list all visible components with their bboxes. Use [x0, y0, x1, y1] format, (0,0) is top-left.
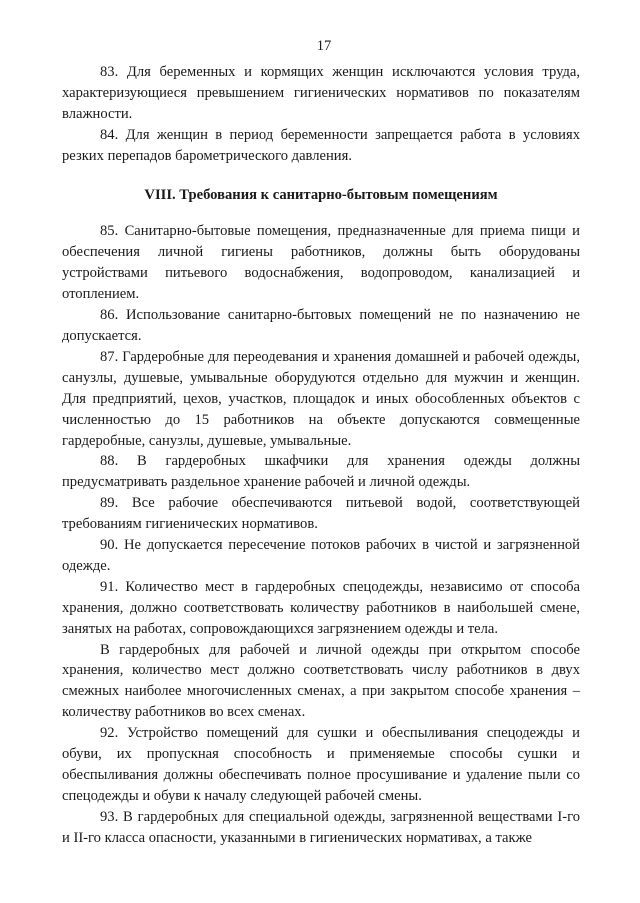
paragraph-91-continued: В гардеробных для рабочей и личной одежды при открытом способе хранения, количество мест должно соответствовать числу работников в двух смежных наиболее многочисленных сменах, а при закрытом способе хранения – количеству работников во всех сменах.	[62, 641, 580, 721]
paragraph-84: 84. Для женщин в период беременности запрещается работа в условиях резких перепадов барометрического давления.	[62, 126, 580, 164]
paragraph-85: 85. Санитарно-бытовые помещения, предназначенные для приема пищи и обеспечения личной гигиены работников, должны быть оборудованы устройствами питьевого водоснабжения, водопроводом, канализацией и отоплением.	[62, 223, 580, 303]
paragraph-90: 90. Не допускается пересечение потоков рабочих в чистой и загрязненной одежде.	[62, 537, 580, 574]
paragraph-86: 86. Использование санитарно-бытовых помещений не по назначению не допускается.	[62, 307, 580, 344]
paragraph-91: 91. Количество мест в гардеробных спецодежды, независимо от способа хранения, должно соответствовать количеству работников в наибольшей смене, занятых на работах, сопровождающихся загрязнением одежды и тела.	[62, 578, 580, 637]
section-heading: VIII. Требования к санитарно-бытовым помещениям	[144, 186, 498, 203]
paragraph-89: 89. Все рабочие обеспечиваются питьевой водой, соответствующей требованиям гигиенических нормативов.	[62, 495, 580, 533]
paragraph-83: 83. Для беременных и кормящих женщин исключаются условия труда, характеризующиеся превышением гигиенических нормативов по показателям влажности.	[62, 64, 580, 122]
paragraph-88: 88. В гардеробных шкафчики для хранения одежды должны предусматривать раздельное хранение рабочей и личной одежды.	[62, 453, 580, 491]
paragraph-92: 92. Устройство помещений для сушки и обеспыливания спецодежды и обуви, их пропускная способность и применяемые способы сушки и обеспыливания должны обеспечивать полное просушивание и удаление пыли со спецодежды и обуви к началу следующей рабочей смены.	[62, 725, 580, 804]
page-number: 17	[316, 38, 332, 54]
paragraph-93: 93. В гардеробных для специальной одежды, загрязненной веществами I-го и II-го класса опасности, указанными в гигиенических нормативах, а также	[62, 808, 580, 846]
paragraph-87: 87. Гардеробные для переодевания и хранения домашней и рабочей одежды, санузлы, душевые, умывальные оборудуются отдельно для мужчин и женщин. Для предприятий, цехов, участков, площадок и иных обособленных объектов с численностью до 15 работников на объекте допускаются совмещенные гардеробные, санузлы, душевые, умывальные.	[62, 348, 580, 449]
